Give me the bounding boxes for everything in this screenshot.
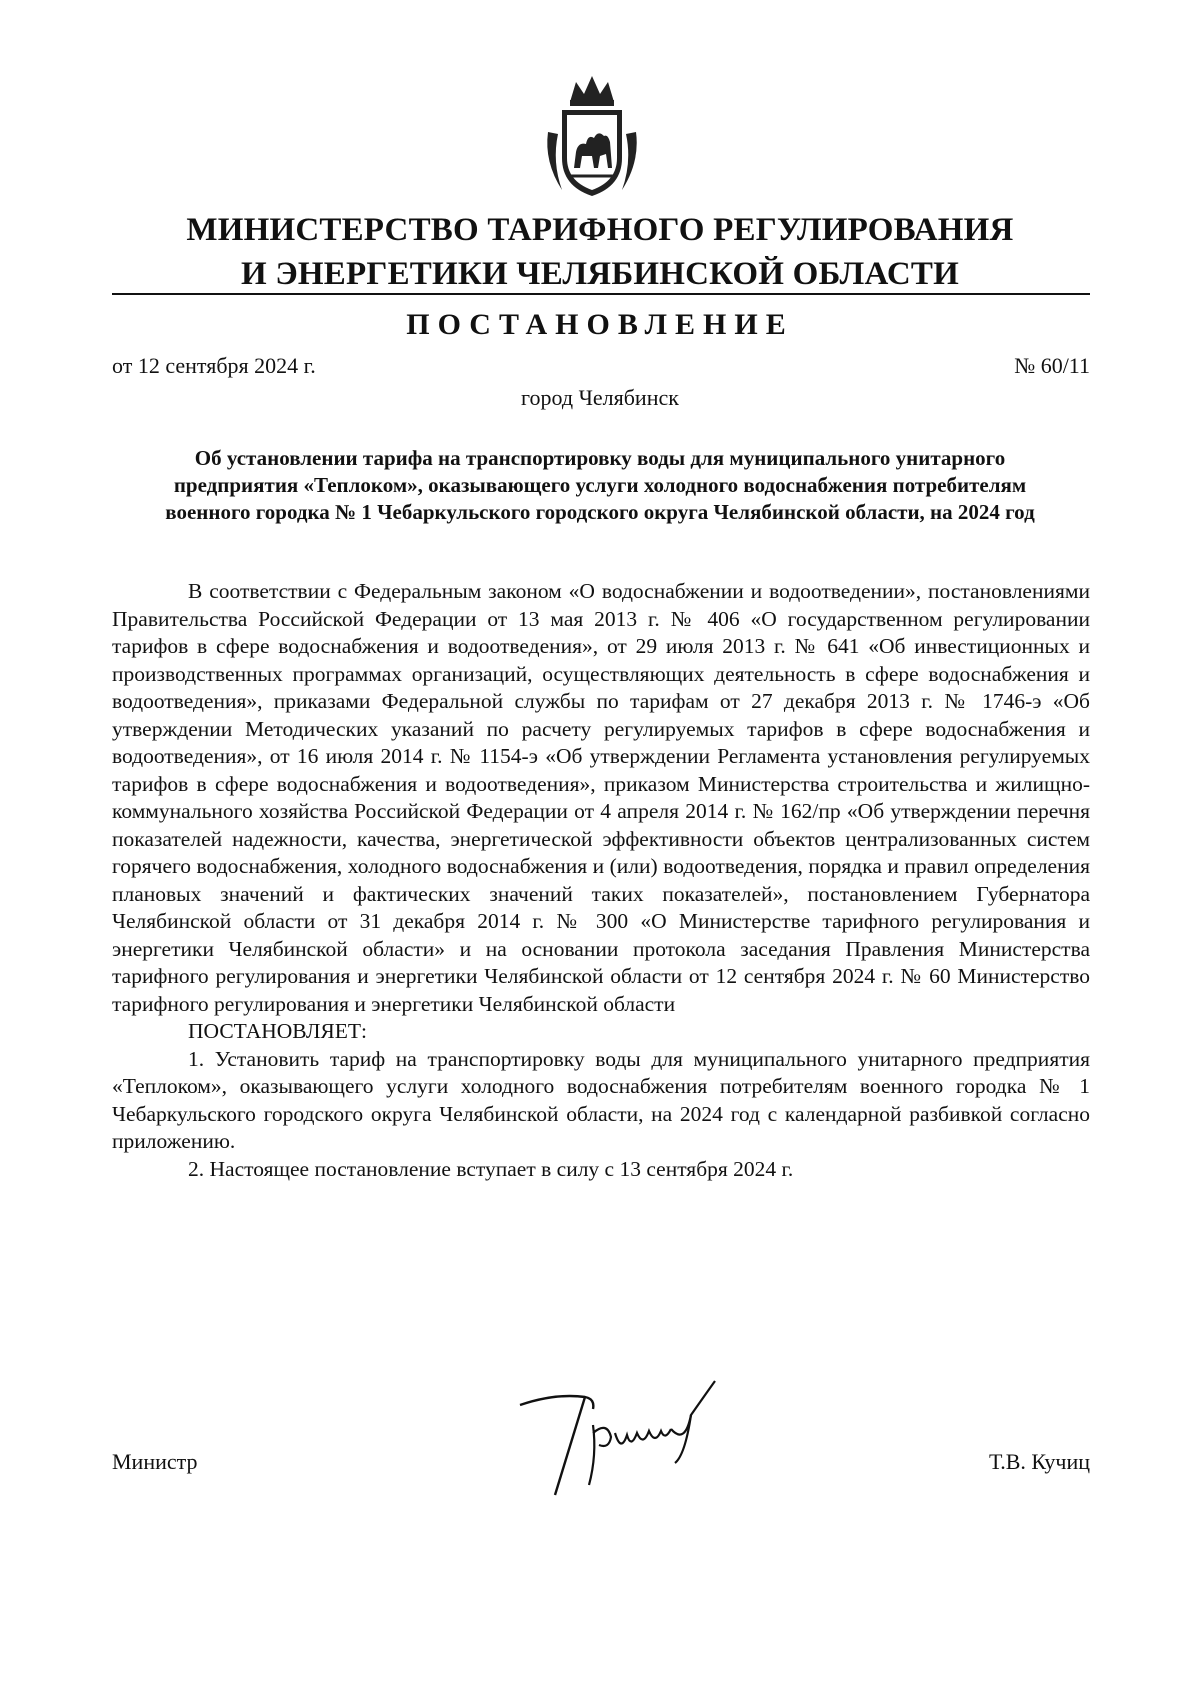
document-body <box>112 578 1090 1183</box>
ministry-name-line1: МИНИСТЕРСТВО ТАРИФНОГО РЕГУЛИРОВАНИЯ <box>186 212 1014 248</box>
decree-item-1: 1. Установить тариф на транспортировку воды для муниципального унитарного предприятия «Теплоком», оказывающего услуги холодного водоснабжения потребителям военного городка № 1 Чебаркульского городского округа Челябинской области, на 2024 год с календарной разбивкой согласно приложению. <box>112 1046 1090 1153</box>
document-number: № 60/11 <box>1014 353 1090 378</box>
handwritten-signature <box>515 1375 775 1525</box>
decree-item-2: 2. Настоящее постановление вступает в силу с 13 сентября 2024 г. <box>188 1156 794 1181</box>
decree-word: ПОСТАНОВЛЯЕТ: <box>188 1019 367 1043</box>
document-date: от 12 сентября 2024 г. <box>112 353 316 378</box>
coat-of-arms-icon <box>540 72 644 202</box>
document-title: Об установлении тарифа на транспортировку воды для муниципального унитарного предприятия «Теплоком», оказывающего услуги холодного водоснабжения потребителям военного городка № 1 Чебаркульского городского округа Челябинской области, на 2024 год <box>165 446 1035 524</box>
header-divider <box>112 293 1090 295</box>
ministry-name-line2: И ЭНЕРГЕТИКИ ЧЕЛЯБИНСКОЙ ОБЛАСТИ <box>241 256 959 292</box>
signer-role: Министр <box>112 1449 198 1474</box>
document-city: город Челябинск <box>521 385 679 410</box>
document-type: ПОСТАНОВЛЕНИЕ <box>406 308 794 341</box>
preamble-paragraph: В соответствии с Федеральным законом «О водоснабжении и водоотведении», постановлениями Правительства Российской Федерации от 13 мая 2013 г. № 406 «О государственном регулировании тарифов в сфере водоснабжения и водоотведения», от 29 июля 2013 г. № 641 «Об инвестиционных и производственных программах организаций, осуществляющих деятельность в сфере водоснабжения и водоотведения», приказами Федеральной службы по тарифам от 27 декабря 2013 г. № 1746-э «Об утверждении Методических указаний по расчету регулируемых тарифов в сфере водоснабжения и водоотведения», от 16 июля 2014 г. № 1154-э «Об утверждении Регламента установления регулируемых тарифов в сфере водоснабжения и водоотведения», приказом Министерства строительства и жилищно-коммунального хозяйства Российской Федерации от 4 апреля 2014 г. № 162/пр «Об утверждении перечня показателей надежности, качества, энергетической эффективности объектов централизованных систем горячего водоснабжения, холодного водоснабжения и (или) водоотведения, порядка и правил определения плановых значений и фактических значений таких показателей», постановлением Губернатора Челябинской области от 31 декабря 2014 г. № 300 «О Министерстве тарифного регулирования и энергетики Челябинской области» и на основании протокола заседания Правления Министерства тарифного регулирования и энергетики Челябинской области от 12 сентября 2024 г. № 60 Министерство тарифного регулирования и энергетики Челябинской области <box>112 579 1090 1016</box>
signer-name: Т.В. Кучиц <box>988 1449 1090 1474</box>
